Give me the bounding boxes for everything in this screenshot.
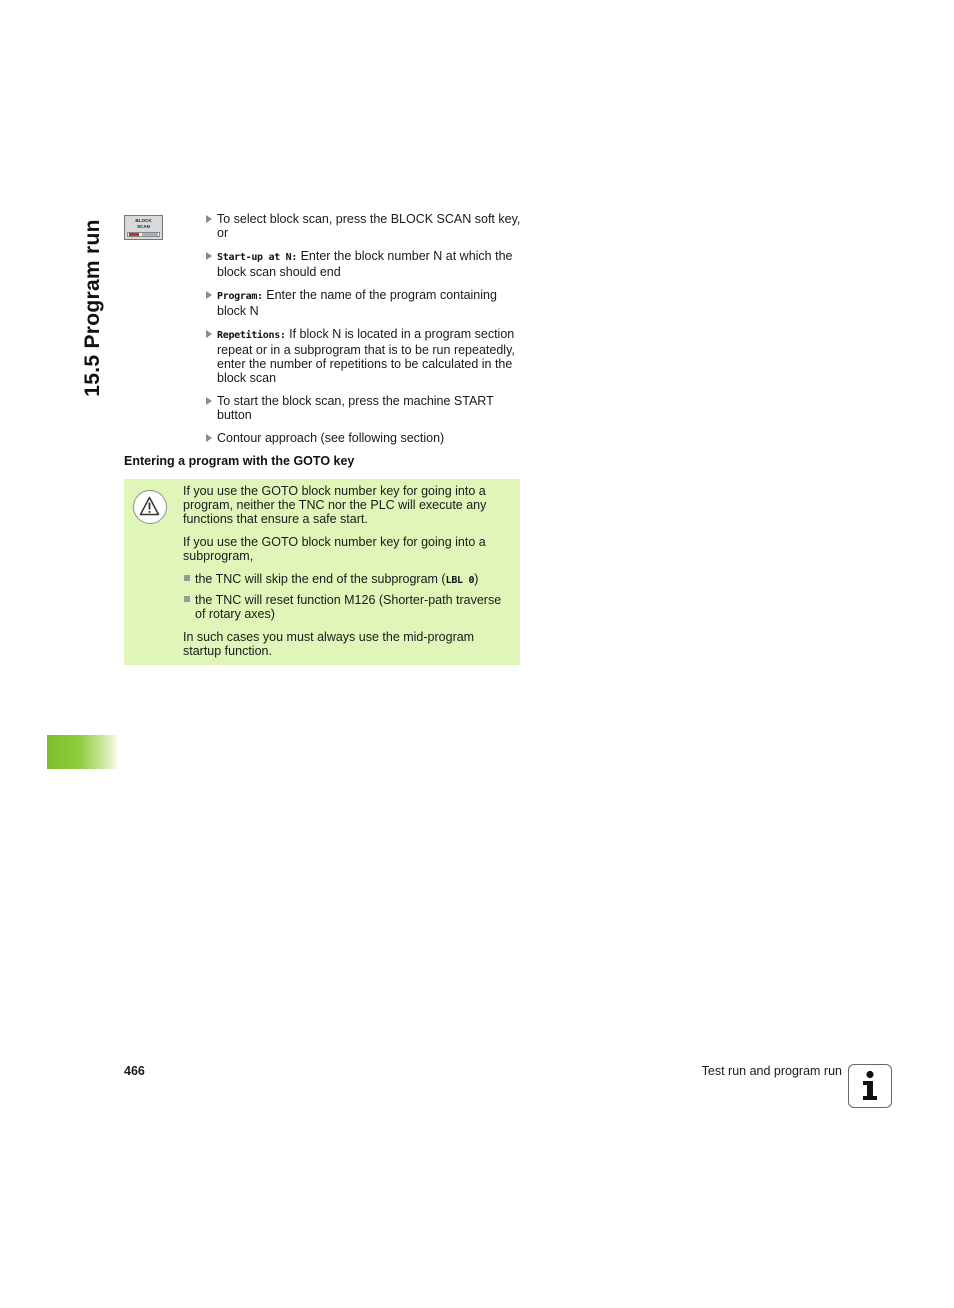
- square-bullet-icon: [184, 575, 190, 581]
- triangle-bullet-icon: [206, 434, 212, 442]
- triangle-bullet-icon: [206, 291, 212, 299]
- softkey-status-bar: [127, 232, 160, 237]
- step-item: To select block scan, press the BLOCK SCAN soft key, or: [205, 212, 521, 240]
- step-item: Repetitions: If block N is located in a program section repeat or in a subprogram that is to be run repeatedly, enter the number of repetitions to be calculated in the block scan: [205, 327, 521, 385]
- triangle-bullet-icon: [206, 252, 212, 260]
- warning-note-text: [183, 484, 509, 667]
- info-icon: [848, 1064, 892, 1108]
- triangle-bullet-icon: [206, 397, 212, 405]
- step-item: To start the block scan, press the machine START button: [205, 394, 521, 422]
- step-item: Program: Enter the name of the program containing block N: [205, 288, 521, 318]
- softkey-label-line2: SCAN: [136, 223, 151, 229]
- block-scan-softkey-icon: [124, 215, 163, 240]
- section-heading: Entering a program with the GOTO key: [124, 454, 355, 468]
- label-code: LBL 0: [445, 575, 475, 586]
- warning-note-box: [124, 479, 520, 665]
- triangle-bullet-icon: [206, 330, 212, 338]
- square-bullet-icon: [184, 596, 190, 602]
- section-side-title-text: 15.5 Program run: [81, 218, 104, 397]
- dialog-prompt-code: Program:: [217, 291, 263, 302]
- step-list: [205, 212, 521, 454]
- note-paragraph: If you use the GOTO block number key for going into a subprogram,: [183, 535, 486, 563]
- softkey-label-line1: BLOCK: [135, 218, 152, 223]
- step-item: Contour approach (see following section): [205, 431, 521, 445]
- note-paragraph: If you use the GOTO block number key for going into a program, neither the TNC nor the PLC will execute any functions that ensure a safe start.: [183, 484, 487, 526]
- dialog-prompt-code: Start-up at N:: [217, 252, 298, 263]
- dialog-prompt-code: Repetitions:: [217, 330, 286, 341]
- section-side-title: [78, 215, 108, 400]
- note-bullet-item: the TNC will skip the end of the subprogram (LBL 0): [183, 572, 509, 588]
- note-paragraph: In such cases you must always use the mid-program startup function.: [183, 630, 475, 658]
- warning-triangle-icon: [133, 490, 167, 524]
- step-item: Start-up at N: Enter the block number N at which the block scan should end: [205, 249, 521, 279]
- page-number: 466: [124, 1064, 145, 1078]
- footer-chapter-title: Test run and program run: [701, 1064, 842, 1078]
- note-bullet-item: the TNC will reset function M126 (Shorter-path traverse of rotary axes): [183, 593, 509, 621]
- chapter-color-tab: [47, 735, 119, 769]
- triangle-bullet-icon: [206, 215, 212, 223]
